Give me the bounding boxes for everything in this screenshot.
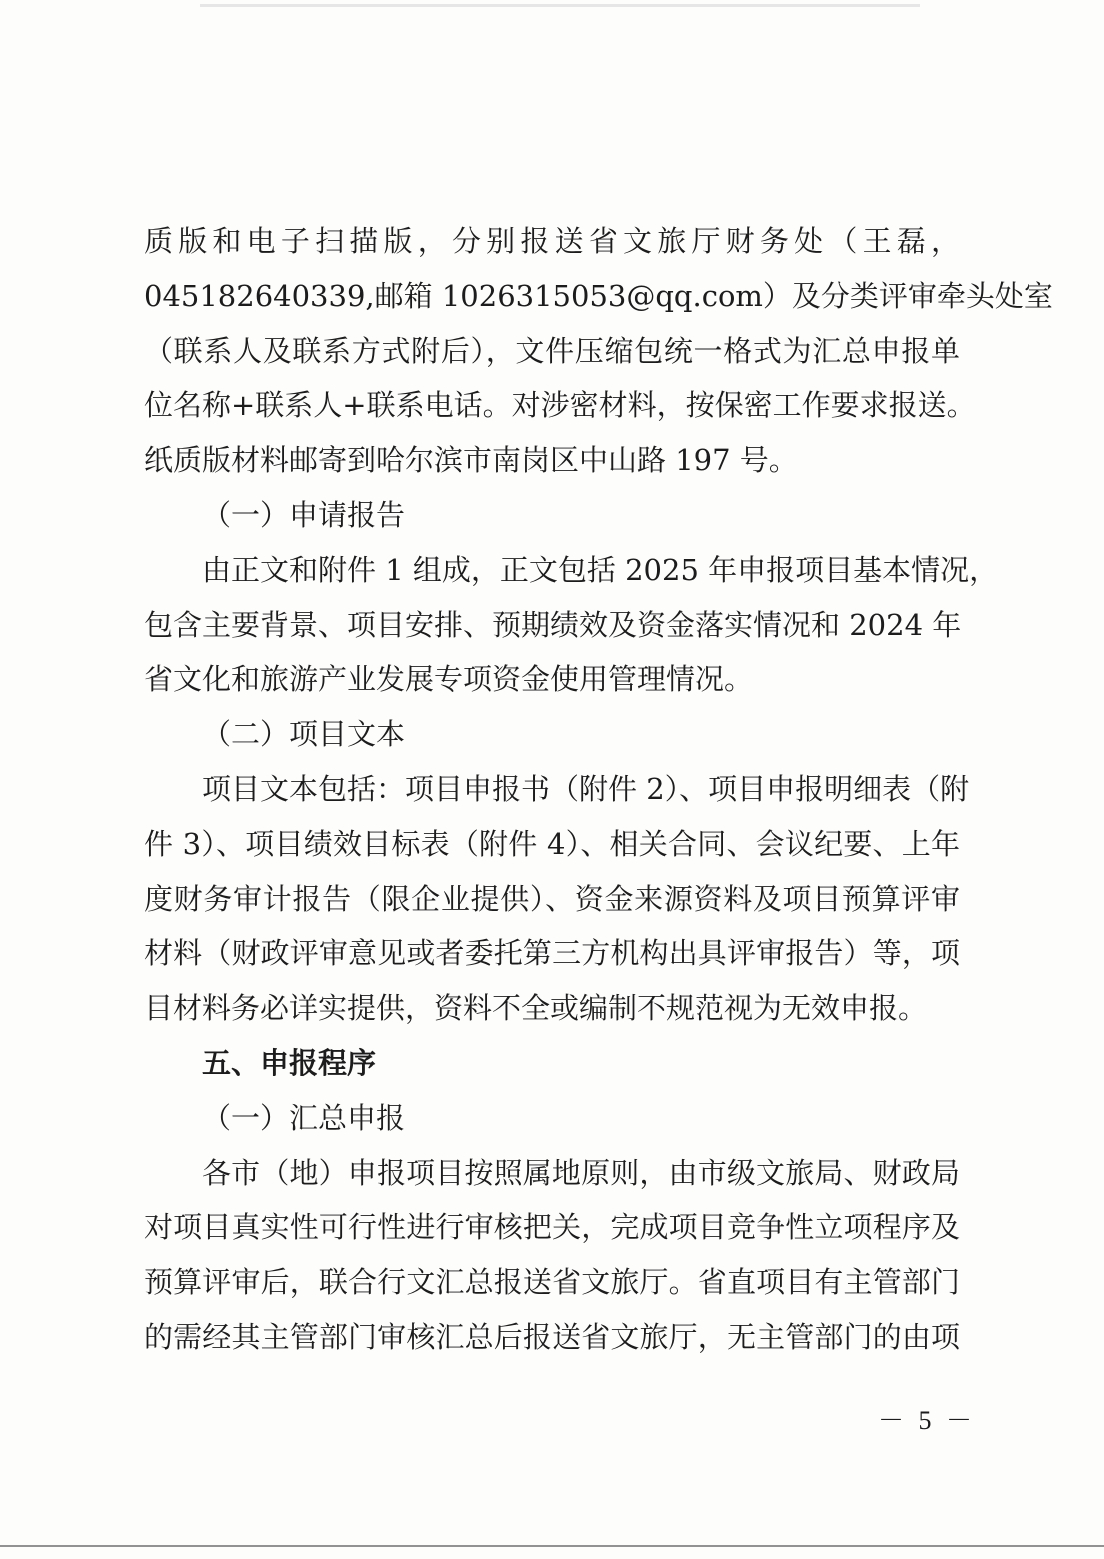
paragraph-line: 纸质版材料邮寄到哈尔滨市南岗区中山路 197 号。 (144, 443, 798, 478)
document-body (144, 214, 1053, 1365)
paragraph-line: 包含主要背景、项目安排、预期绩效及资金落实情况和 2024 年 (144, 607, 962, 642)
paragraph-line: 对项目真实性可行性进行审核把关，完成项目竞争性立项程序及 (144, 1210, 960, 1245)
paragraph-line: 质版和电子扫描版，分别报送省文旅厅财务处（王磊， (144, 224, 960, 258)
paragraph-line: 件 3）、项目绩效目标表（附件 4）、相关合同、会议纪要、上年 (144, 826, 960, 861)
subsection-heading: （二）项目文本 (202, 717, 406, 752)
paragraph-line: 预算评审后，联合行文汇总报送省文旅厅。省直项目有主管部门 (144, 1265, 960, 1300)
subsection-heading: （一）汇总申报 (202, 1100, 406, 1135)
paragraph-line: 省文化和旅游产业发展专项资金使用管理情况。 (144, 662, 754, 697)
section-heading: 五、申报程序 (202, 1045, 377, 1080)
paragraph-line: 目材料务必详实提供，资料不全或编制不规范视为无效申报。 (144, 991, 928, 1026)
page-number: － 5 － (878, 1406, 977, 1435)
paragraph-line: 位名称+联系人+联系电话。对涉密材料，按保密工作要求报送。 (144, 388, 976, 423)
scan-bottom-edge (0, 1545, 1104, 1547)
scan-artifact (200, 4, 920, 7)
paragraph-line: 项目文本包括：项目申报书（附件 2）、项目申报明细表（附 (202, 771, 970, 806)
paragraph-line: 度财务审计报告（限企业提供）、资金来源资料及项目预算评审 (144, 881, 960, 916)
subsection-heading: （一）申请报告 (202, 497, 406, 532)
paragraph-line: 由正文和附件 1 组成，正文包括 2025 年申报项目基本情况， (202, 552, 999, 587)
paragraph-line: 的需经其主管部门审核汇总后报送省文旅厅，无主管部门的由项 (144, 1319, 960, 1354)
paragraph-line: 045182640339,邮箱 1026315053@qq.com）及分类评审牵头处室 (144, 278, 1053, 313)
paragraph-line: 各市（地）申报项目按照属地原则，由市级文旅局、财政局 (202, 1155, 960, 1190)
paragraph-line: （联系人及联系方式附后），文件压缩包统一格式为汇总申报单 (144, 333, 960, 368)
paragraph-line: 材料（财政评审意见或者委托第三方机构出具评审报告）等，项 (144, 936, 960, 971)
